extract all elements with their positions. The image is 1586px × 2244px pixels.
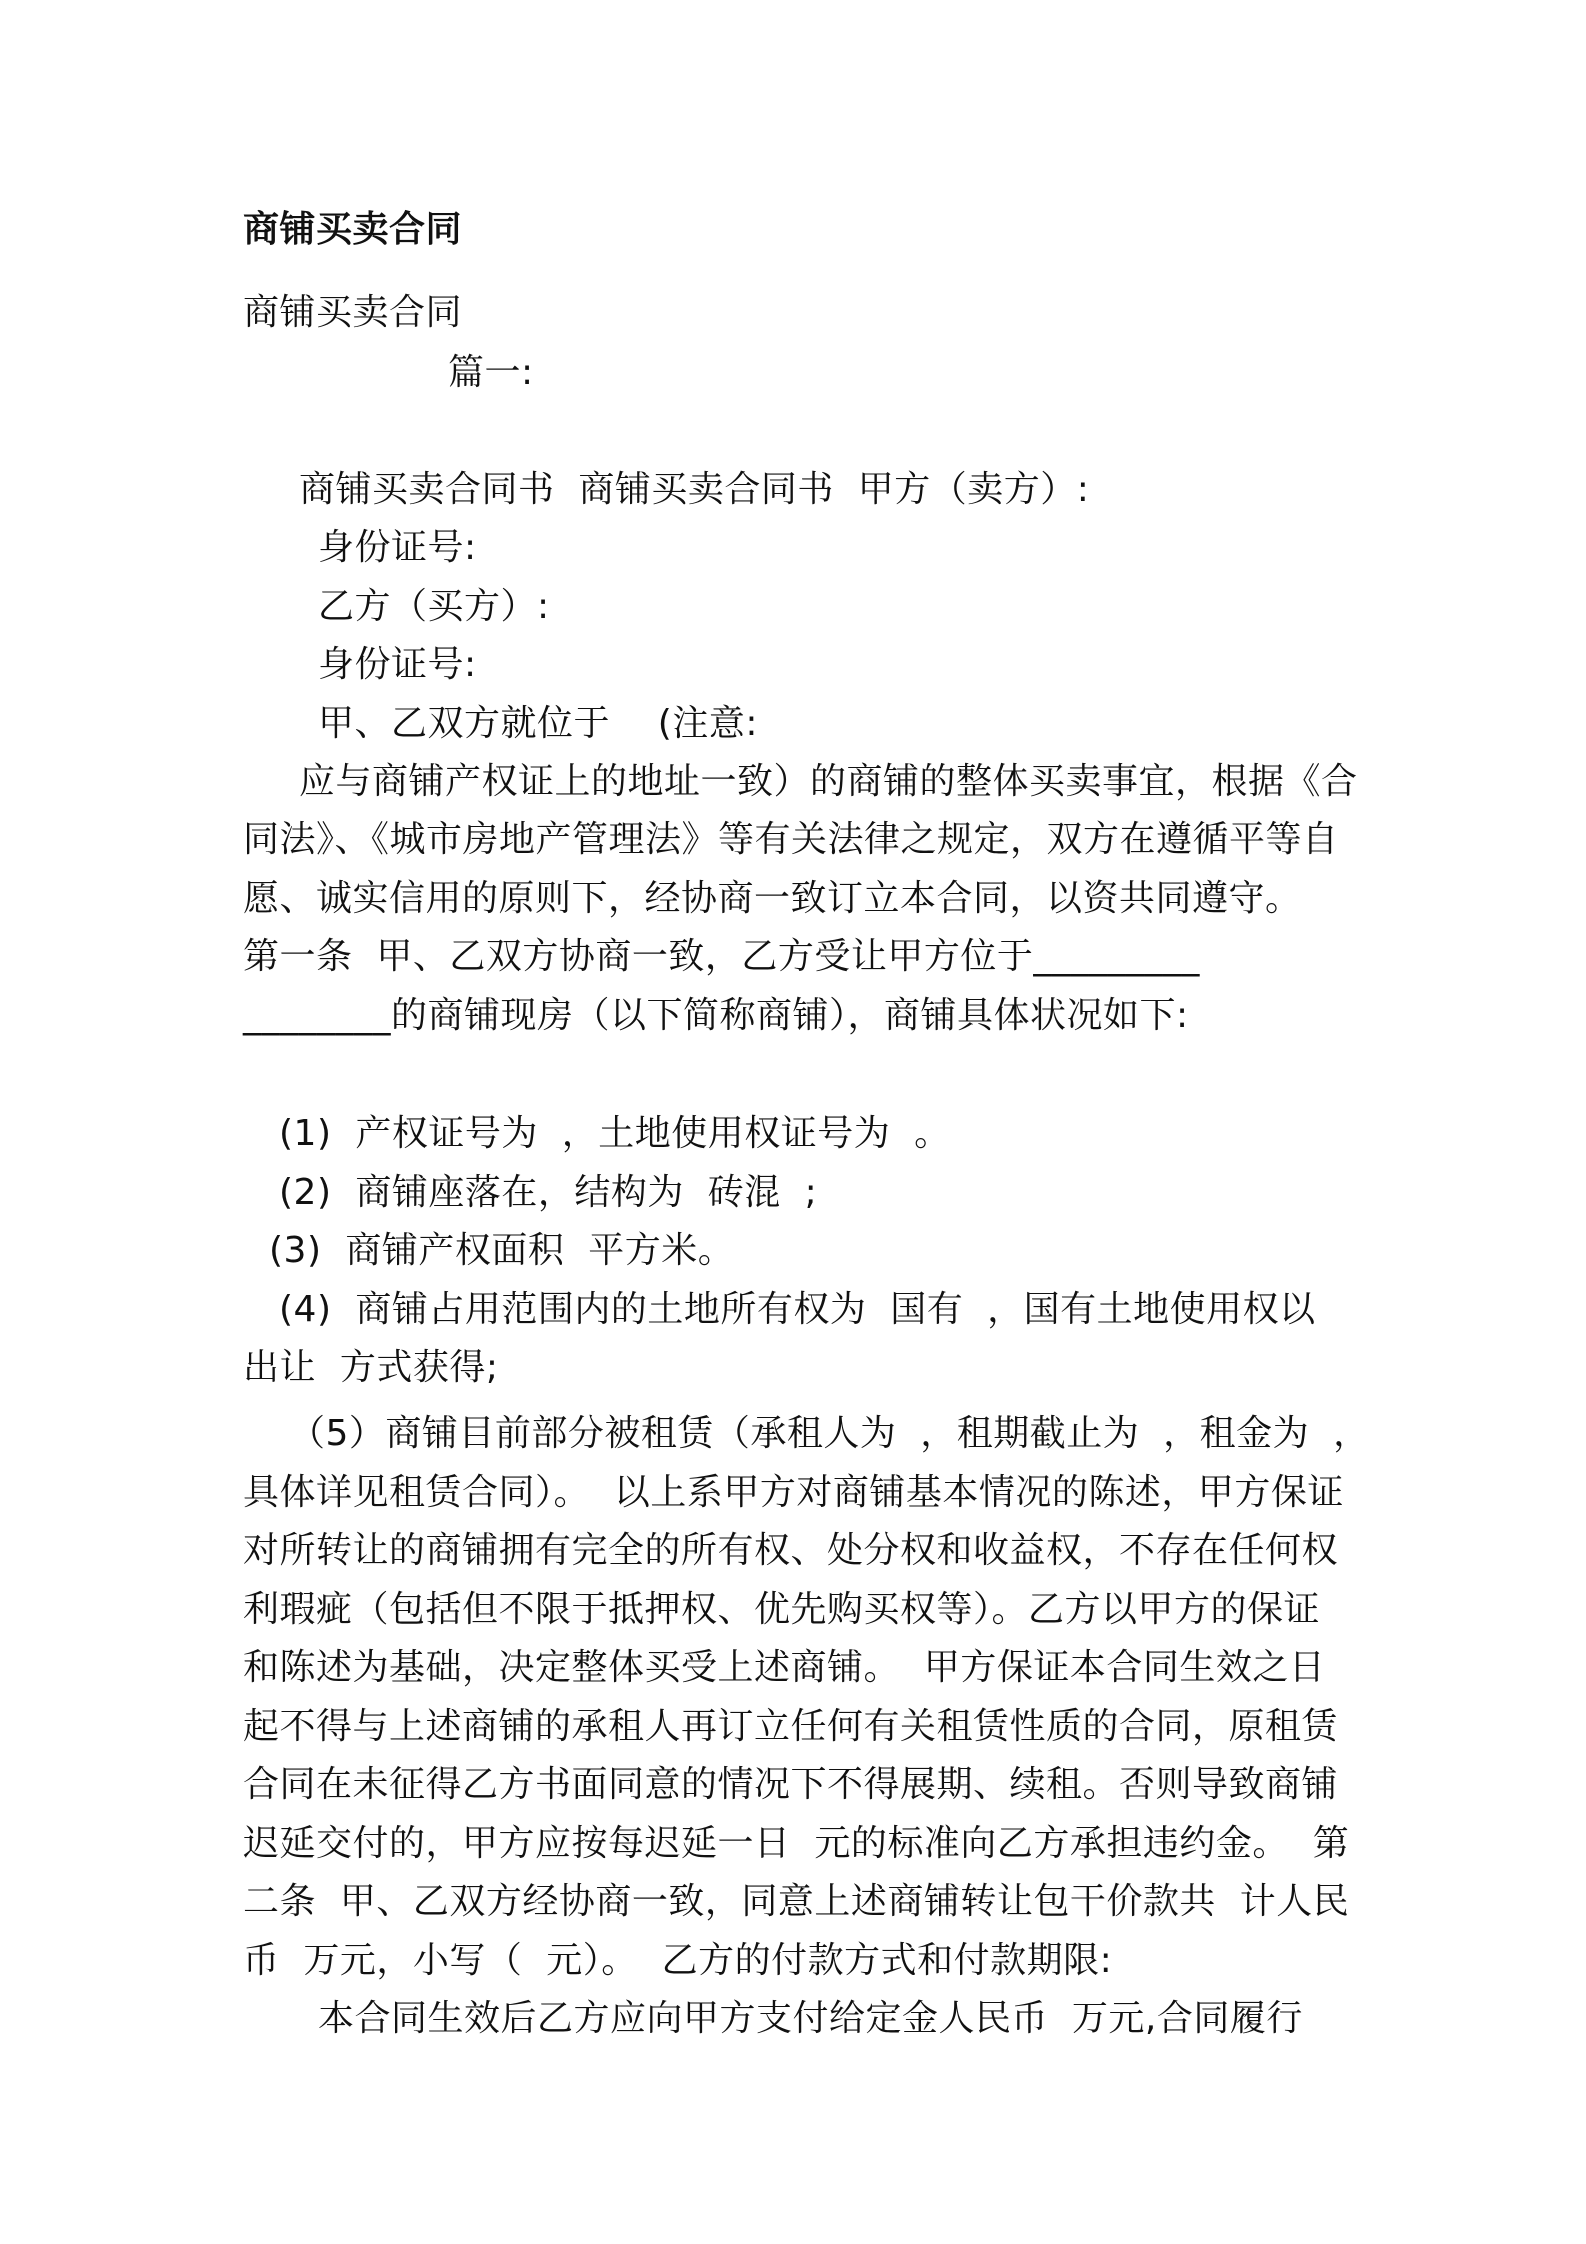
- text-line: 商铺买卖合同书 商铺买卖合同书 甲方（卖方）:: [299, 469, 1090, 510]
- text-line: 同法》、《城市房地产管理法》等有关法律之规定，双方在遵循平等自: [243, 819, 1339, 860]
- text-line: 对所转让的商铺拥有完全的所有权、处分权和收益权，不存在任何权: [243, 1530, 1339, 1571]
- text-line: 乙方（买方）:: [318, 586, 550, 627]
- document-subtitle: 商铺买卖合同: [243, 292, 463, 333]
- text-line: 第一条 甲、乙双方协商一致，乙方受让甲方位于_________: [243, 936, 1200, 977]
- text-line: 应与商铺产权证上的地址一致）的商铺的整体买卖事宜，根据《合: [299, 761, 1358, 802]
- text-line: 出让 方式获得;: [243, 1347, 499, 1388]
- text-line: 身份证号:: [318, 644, 477, 685]
- text-line: 和陈述为基础，决定整体买受上述商铺。 甲方保证本合同生效之日: [243, 1647, 1326, 1688]
- text-line: (2) 商铺座落在，结构为 砖混 ;: [279, 1172, 818, 1213]
- text-line: (1) 产权证号为 ，土地使用权证号为 。: [279, 1113, 951, 1154]
- text-line: 身份证号:: [318, 527, 477, 568]
- text-line: 币 万元，小写（ 元）。 乙方的付款方式和付款期限:: [243, 1940, 1113, 1981]
- text-line: 愿、诚实信用的原则下，经协商一致订立本合同，以资共同遵守。: [243, 878, 1302, 919]
- text-line: 甲、乙双方就位于 (注意:: [318, 703, 758, 744]
- text-line: 二条 甲、乙双方经协商一致，同意上述商铺转让包干价款共 计人民: [243, 1881, 1350, 1922]
- text-line: (3) 商铺产权面积 平方米。: [269, 1230, 735, 1271]
- text-line: 具体详见租赁合同）。 以上系甲方对商铺基本情况的陈述，甲方保证: [243, 1472, 1344, 1513]
- text-line: 利瑕疵（包括但不限于抵押权、优先购买权等）。乙方以甲方的保证: [243, 1589, 1321, 1630]
- text-line: 本合同生效后乙方应向甲方支付给定金人民币 万元,合同履行: [318, 1998, 1303, 2039]
- section-heading: 篇一:: [448, 352, 534, 393]
- text-line: （5）商铺目前部分被租赁（承租人为 ，租期截止为 ，租金为 ，: [289, 1413, 1370, 1454]
- text-line: 起不得与上述商铺的承租人再订立任何有关租赁性质的合同，原租赁: [243, 1706, 1339, 1747]
- text-line: 合同在未征得乙方书面同意的情况下不得展期、续租。否则导致商铺: [243, 1764, 1339, 1805]
- text-line: (4) 商铺占用范围内的土地所有权为 国有 ，国有土地使用权以: [279, 1289, 1316, 1330]
- text-line: 迟延交付的，甲方应按每迟延一日 元的标准向乙方承担违约金。 第: [243, 1823, 1350, 1864]
- document-title: 商铺买卖合同: [243, 209, 463, 250]
- text-line: ________的商铺现房（以下简称商铺），商铺具体状况如下:: [243, 995, 1189, 1036]
